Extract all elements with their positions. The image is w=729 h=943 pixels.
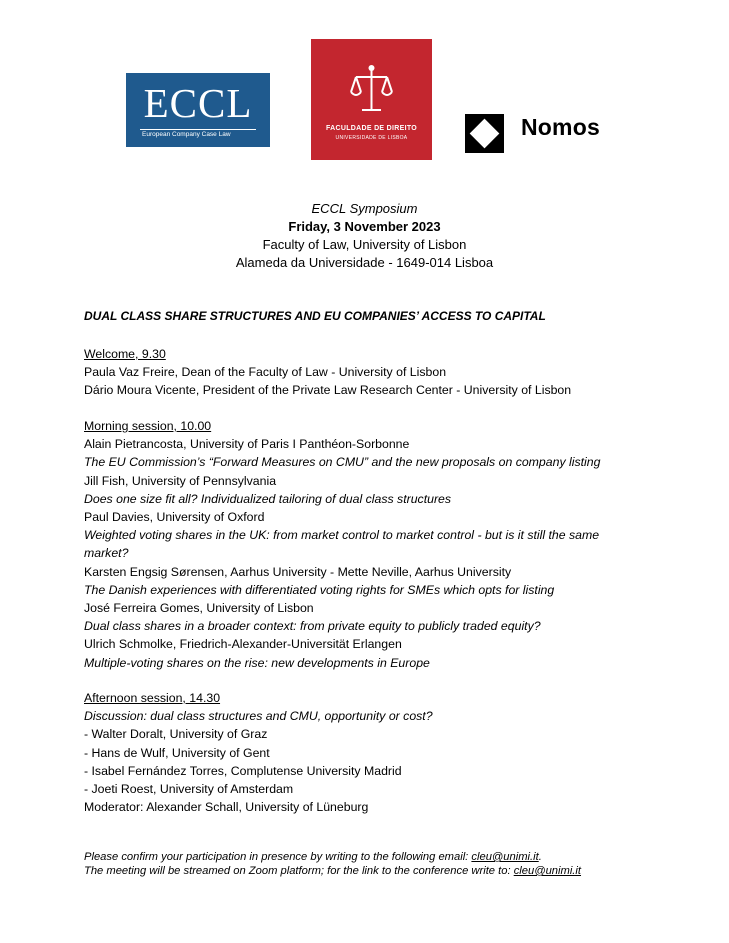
- nomos-logo: [465, 114, 605, 156]
- panelist: - Walter Doralt, University of Graz: [84, 727, 268, 742]
- afternoon-session-heading: Afternoon session, 14.30: [84, 691, 221, 705]
- footer-line-confirm: Please confirm your participation in presence by writing to the following email: cleu@unimi.it.: [84, 851, 542, 863]
- talk-title: The Danish experiences with differentiated voting rights for SMEs which opts for listing: [84, 582, 555, 597]
- talk-title: Weighted voting shares in the UK: from market control to market control - but is it still the same market?: [84, 528, 600, 561]
- faculdade-logo-line2: UNIVERSIDADE DE LISBOA: [335, 135, 408, 141]
- talk-title: Multiple-voting shares on the rise: new developments in Europe: [84, 655, 430, 670]
- nomos-logo-wordmark: Nomos: [521, 114, 600, 140]
- talk-speaker: Karsten Engsig Sørensen, Aarhus University - Mette Neville, Aarhus University: [84, 564, 512, 579]
- talk-speaker: José Ferreira Gomes, University of Lisbon: [84, 601, 314, 616]
- welcome-speaker: Paula Vaz Freire, Dean of the Faculty of Law - University of Lisbon: [84, 365, 447, 380]
- welcome-section: [84, 345, 644, 400]
- nomos-diamond-icon: [465, 114, 504, 153]
- eccl-logo-rule: [140, 129, 256, 130]
- scales-of-justice-icon: [349, 62, 394, 118]
- eccl-logo-acronym: ECCL: [143, 80, 253, 126]
- symposium-title: DUAL CLASS SHARE STRUCTURES AND EU COMPANIES’ ACCESS TO CAPITAL: [84, 309, 546, 323]
- welcome-heading: Welcome, 9.30: [84, 347, 166, 361]
- afternoon-session: [84, 689, 644, 816]
- eccl-logo-subtitle: European Company Case Law: [142, 131, 231, 138]
- talk-title: The EU Commission’s “Forward Measures on CMU” and the new proposals on company listing: [84, 455, 601, 470]
- email-link[interactable]: cleu@unimi.it: [471, 851, 539, 863]
- morning-session: [84, 417, 644, 672]
- faculdade-de-direito-logo: [311, 39, 432, 160]
- event-name: ECCL Symposium: [311, 201, 418, 216]
- footer-note: [84, 850, 581, 878]
- event-address: Alameda da Universidade - 1649-014 Lisboa: [235, 255, 494, 270]
- talk-title: Dual class shares in a broader context: from private equity to publicly traded equity?: [84, 619, 541, 634]
- welcome-speaker: Dário Moura Vicente, President of the Private Law Research Center - University of Lisbon: [84, 383, 572, 398]
- moderator: Moderator: Alexander Schall, University of Lüneburg: [84, 800, 369, 815]
- faculdade-logo-line1: FACULDADE DE DIREITO: [325, 125, 418, 132]
- panelist: - Isabel Fernández Torres, Complutense University Madrid: [84, 763, 402, 778]
- talk-speaker: Alain Pietrancosta, University of Paris I Panthéon-Sorbonne: [84, 437, 410, 452]
- panelist: - Hans de Wulf, University of Gent: [84, 745, 270, 760]
- event-date: Friday, 3 November 2023: [288, 219, 441, 234]
- talk-speaker: Ulrich Schmolke, Friedrich-Alexander-Universität Erlangen: [84, 637, 402, 652]
- talk-speaker: Jill Fish, University of Pennsylvania: [84, 473, 277, 488]
- talk-title: Does one size fit all? Individualized tailoring of dual class structures: [84, 491, 452, 506]
- email-link[interactable]: cleu@unimi.it: [513, 865, 582, 877]
- morning-session-heading: Morning session, 10.00: [84, 419, 212, 433]
- discussion-title: Discussion: dual class structures and CMU, opportunity or cost?: [84, 709, 433, 724]
- footer-line-zoom: The meeting will be streamed on Zoom platform; for the link to the conference write to: cleu@unimi.it: [84, 865, 582, 877]
- eccl-logo: [126, 73, 270, 147]
- talk-speaker: Paul Davies, University of Oxford: [84, 510, 265, 525]
- event-venue: Faculty of Law, University of Lisbon: [262, 237, 467, 252]
- panelist: - Joeti Roest, University of Amsterdam: [84, 782, 294, 797]
